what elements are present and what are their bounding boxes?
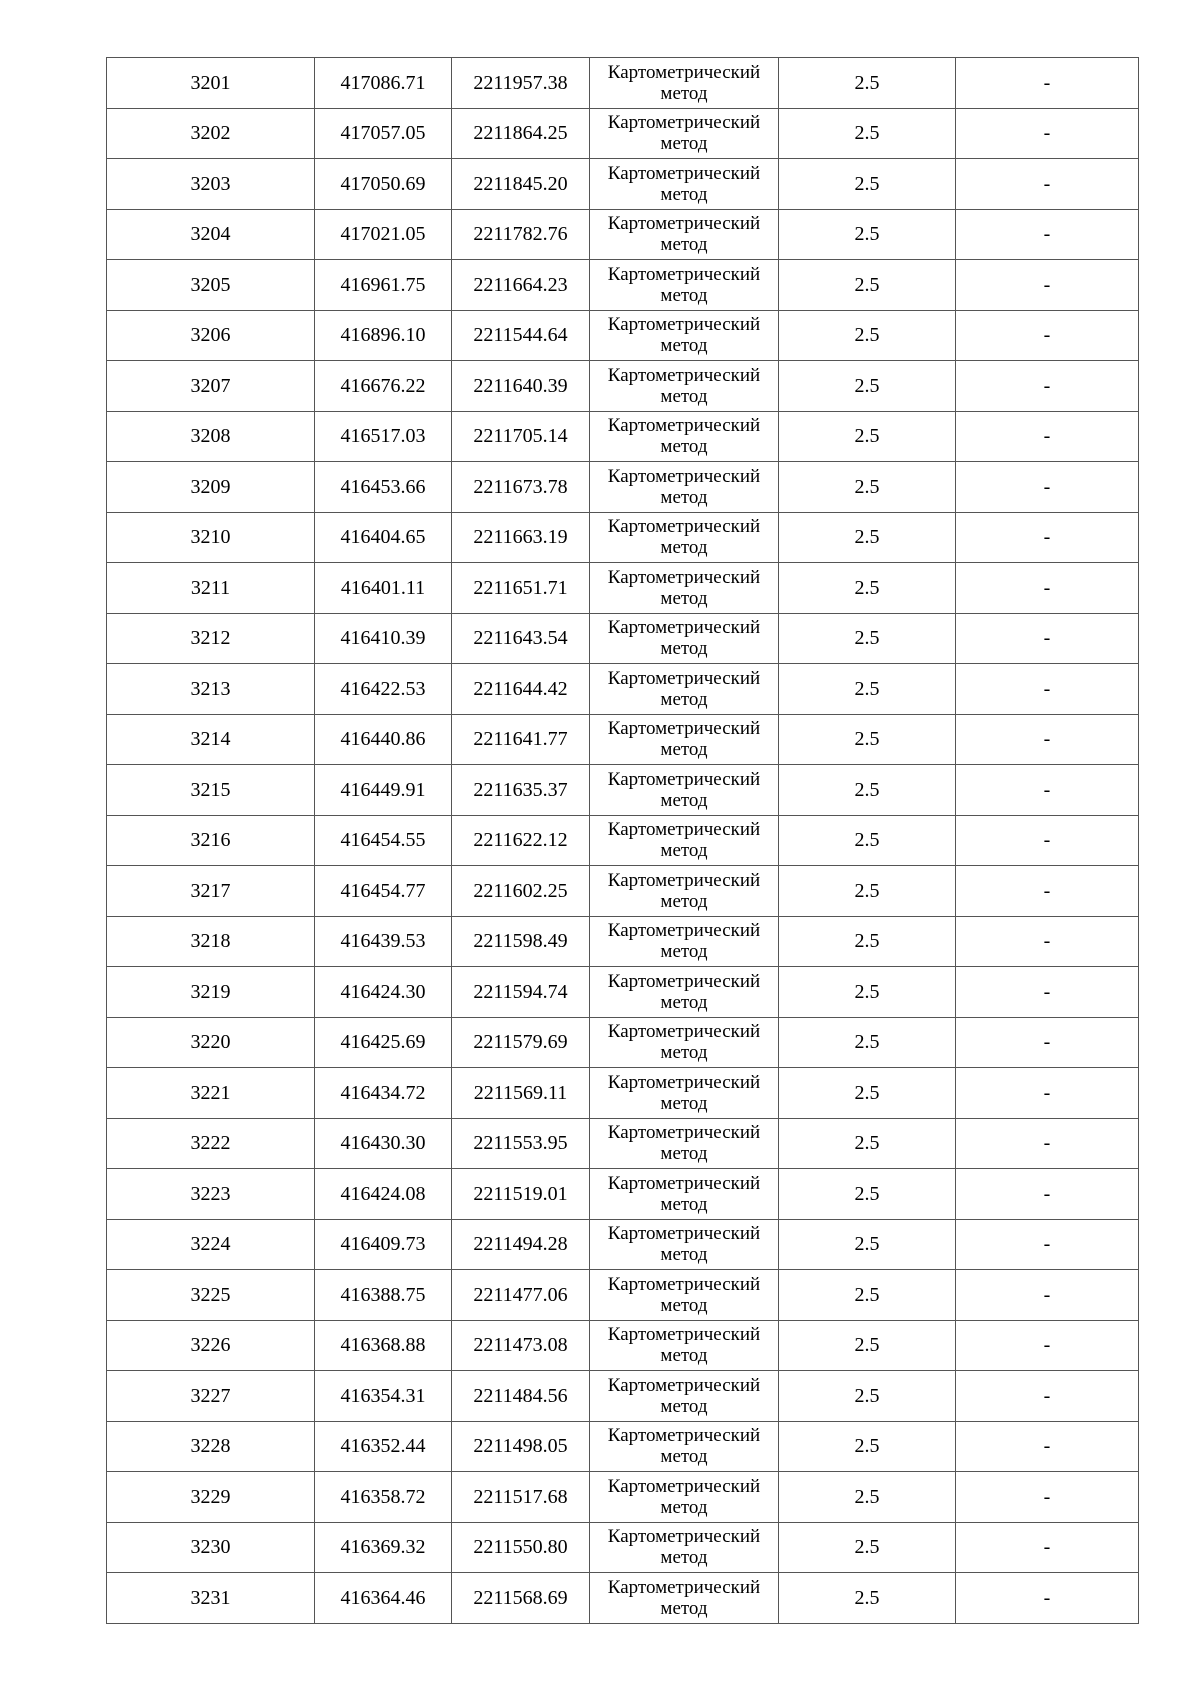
method-cell: Картометрический метод: [590, 1118, 779, 1169]
point-number-cell: 3225: [107, 1270, 315, 1321]
accuracy-cell: 2.5: [779, 1169, 956, 1220]
method-cell: Картометрический метод: [590, 159, 779, 210]
point-number-cell: 3224: [107, 1219, 315, 1270]
table-row: [107, 1270, 1139, 1321]
method-cell: Картометрический метод: [590, 1169, 779, 1220]
description-cell: -: [956, 1068, 1139, 1119]
y-coordinate-cell: 2211569.11: [452, 1068, 590, 1119]
y-coordinate-cell: 2211484.56: [452, 1371, 590, 1422]
method-cell: Картометрический метод: [590, 411, 779, 462]
description-cell: -: [956, 159, 1139, 210]
point-number-cell: 3230: [107, 1522, 315, 1573]
method-cell: Картометрический метод: [590, 866, 779, 917]
accuracy-cell: 2.5: [779, 310, 956, 361]
y-coordinate-cell: 2211602.25: [452, 866, 590, 917]
accuracy-cell: 2.5: [779, 361, 956, 412]
description-cell: -: [956, 765, 1139, 816]
y-coordinate-cell: 2211640.39: [452, 361, 590, 412]
x-coordinate-cell: 416354.31: [315, 1371, 452, 1422]
description-cell: -: [956, 1270, 1139, 1321]
accuracy-cell: 2.5: [779, 209, 956, 260]
point-number-cell: 3203: [107, 159, 315, 210]
table-row: [107, 260, 1139, 311]
x-coordinate-cell: 416454.77: [315, 866, 452, 917]
table-row: [107, 1169, 1139, 1220]
description-cell: -: [956, 664, 1139, 715]
point-number-cell: 3228: [107, 1421, 315, 1472]
method-cell: Картометрический метод: [590, 1573, 779, 1624]
y-coordinate-cell: 2211641.77: [452, 714, 590, 765]
point-number-cell: 3217: [107, 866, 315, 917]
method-cell: Картометрический метод: [590, 209, 779, 260]
x-coordinate-cell: 417050.69: [315, 159, 452, 210]
method-cell: Картометрический метод: [590, 967, 779, 1018]
description-cell: -: [956, 108, 1139, 159]
y-coordinate-cell: 2211664.23: [452, 260, 590, 311]
coordinates-table: [106, 57, 1139, 1624]
accuracy-cell: 2.5: [779, 1068, 956, 1119]
table-row: [107, 765, 1139, 816]
accuracy-cell: 2.5: [779, 1219, 956, 1270]
accuracy-cell: 2.5: [779, 1472, 956, 1523]
x-coordinate-cell: 416449.91: [315, 765, 452, 816]
x-coordinate-cell: 417021.05: [315, 209, 452, 260]
method-cell: Картометрический метод: [590, 1371, 779, 1422]
method-cell: Картометрический метод: [590, 765, 779, 816]
x-coordinate-cell: 416422.53: [315, 664, 452, 715]
method-cell: Картометрический метод: [590, 108, 779, 159]
description-cell: -: [956, 462, 1139, 513]
table-row: [107, 1522, 1139, 1573]
point-number-cell: 3207: [107, 361, 315, 412]
method-cell: Картометрический метод: [590, 664, 779, 715]
method-cell: Картометрический метод: [590, 512, 779, 563]
x-coordinate-cell: 416454.55: [315, 815, 452, 866]
table-row: [107, 664, 1139, 715]
description-cell: -: [956, 310, 1139, 361]
accuracy-cell: 2.5: [779, 1371, 956, 1422]
method-cell: Картометрический метод: [590, 1219, 779, 1270]
table-row: [107, 1421, 1139, 1472]
y-coordinate-cell: 2211494.28: [452, 1219, 590, 1270]
x-coordinate-cell: 417086.71: [315, 58, 452, 109]
y-coordinate-cell: 2211622.12: [452, 815, 590, 866]
point-number-cell: 3202: [107, 108, 315, 159]
table-row: [107, 1320, 1139, 1371]
y-coordinate-cell: 2211550.80: [452, 1522, 590, 1573]
x-coordinate-cell: 416896.10: [315, 310, 452, 361]
y-coordinate-cell: 2211517.68: [452, 1472, 590, 1523]
table-row: [107, 1118, 1139, 1169]
point-number-cell: 3219: [107, 967, 315, 1018]
x-coordinate-cell: 416424.08: [315, 1169, 452, 1220]
point-number-cell: 3209: [107, 462, 315, 513]
method-cell: Картометрический метод: [590, 916, 779, 967]
x-coordinate-cell: 416961.75: [315, 260, 452, 311]
y-coordinate-cell: 2211544.64: [452, 310, 590, 361]
accuracy-cell: 2.5: [779, 765, 956, 816]
point-number-cell: 3212: [107, 613, 315, 664]
accuracy-cell: 2.5: [779, 462, 956, 513]
description-cell: -: [956, 1169, 1139, 1220]
x-coordinate-cell: 416401.11: [315, 563, 452, 614]
table-row: [107, 815, 1139, 866]
accuracy-cell: 2.5: [779, 1320, 956, 1371]
table-row: [107, 1017, 1139, 1068]
y-coordinate-cell: 2211568.69: [452, 1573, 590, 1624]
table-row: [107, 563, 1139, 614]
accuracy-cell: 2.5: [779, 1421, 956, 1472]
method-cell: Картометрический метод: [590, 1472, 779, 1523]
x-coordinate-cell: 416369.32: [315, 1522, 452, 1573]
accuracy-cell: 2.5: [779, 967, 956, 1018]
description-cell: -: [956, 1118, 1139, 1169]
x-coordinate-cell: 416404.65: [315, 512, 452, 563]
description-cell: -: [956, 1219, 1139, 1270]
table-row: [107, 613, 1139, 664]
y-coordinate-cell: 2211519.01: [452, 1169, 590, 1220]
method-cell: Картометрический метод: [590, 1068, 779, 1119]
x-coordinate-cell: 416364.46: [315, 1573, 452, 1624]
y-coordinate-cell: 2211845.20: [452, 159, 590, 210]
method-cell: Картометрический метод: [590, 714, 779, 765]
x-coordinate-cell: 416676.22: [315, 361, 452, 412]
y-coordinate-cell: 2211663.19: [452, 512, 590, 563]
method-cell: Картометрический метод: [590, 563, 779, 614]
point-number-cell: 3206: [107, 310, 315, 361]
table-row: [107, 1068, 1139, 1119]
description-cell: -: [956, 1421, 1139, 1472]
description-cell: -: [956, 1522, 1139, 1573]
table-row: [107, 462, 1139, 513]
x-coordinate-cell: 416409.73: [315, 1219, 452, 1270]
accuracy-cell: 2.5: [779, 58, 956, 109]
accuracy-cell: 2.5: [779, 108, 956, 159]
point-number-cell: 3210: [107, 512, 315, 563]
method-cell: Картометрический метод: [590, 815, 779, 866]
method-cell: Картометрический метод: [590, 310, 779, 361]
point-number-cell: 3222: [107, 1118, 315, 1169]
description-cell: -: [956, 1320, 1139, 1371]
accuracy-cell: 2.5: [779, 1522, 956, 1573]
point-number-cell: 3223: [107, 1169, 315, 1220]
accuracy-cell: 2.5: [779, 1270, 956, 1321]
point-number-cell: 3214: [107, 714, 315, 765]
x-coordinate-cell: 416358.72: [315, 1472, 452, 1523]
method-cell: Картометрический метод: [590, 58, 779, 109]
accuracy-cell: 2.5: [779, 866, 956, 917]
accuracy-cell: 2.5: [779, 613, 956, 664]
description-cell: -: [956, 815, 1139, 866]
description-cell: -: [956, 967, 1139, 1018]
point-number-cell: 3218: [107, 916, 315, 967]
point-number-cell: 3213: [107, 664, 315, 715]
table-row: [107, 361, 1139, 412]
x-coordinate-cell: 416439.53: [315, 916, 452, 967]
x-coordinate-cell: 416434.72: [315, 1068, 452, 1119]
accuracy-cell: 2.5: [779, 512, 956, 563]
point-number-cell: 3208: [107, 411, 315, 462]
table-row: [107, 916, 1139, 967]
y-coordinate-cell: 2211473.08: [452, 1320, 590, 1371]
description-cell: -: [956, 512, 1139, 563]
y-coordinate-cell: 2211594.74: [452, 967, 590, 1018]
y-coordinate-cell: 2211635.37: [452, 765, 590, 816]
table-row: [107, 512, 1139, 563]
point-number-cell: 3221: [107, 1068, 315, 1119]
x-coordinate-cell: 417057.05: [315, 108, 452, 159]
description-cell: -: [956, 361, 1139, 412]
point-number-cell: 3211: [107, 563, 315, 614]
y-coordinate-cell: 2211553.95: [452, 1118, 590, 1169]
point-number-cell: 3201: [107, 58, 315, 109]
x-coordinate-cell: 416424.30: [315, 967, 452, 1018]
method-cell: Картометрический метод: [590, 260, 779, 311]
point-number-cell: 3227: [107, 1371, 315, 1422]
x-coordinate-cell: 416388.75: [315, 1270, 452, 1321]
table-row: [107, 866, 1139, 917]
x-coordinate-cell: 416352.44: [315, 1421, 452, 1472]
accuracy-cell: 2.5: [779, 1017, 956, 1068]
description-cell: -: [956, 916, 1139, 967]
point-number-cell: 3220: [107, 1017, 315, 1068]
method-cell: Картометрический метод: [590, 1270, 779, 1321]
y-coordinate-cell: 2211498.05: [452, 1421, 590, 1472]
description-cell: -: [956, 209, 1139, 260]
y-coordinate-cell: 2211477.06: [452, 1270, 590, 1321]
x-coordinate-cell: 416368.88: [315, 1320, 452, 1371]
y-coordinate-cell: 2211644.42: [452, 664, 590, 715]
table-row: [107, 967, 1139, 1018]
accuracy-cell: 2.5: [779, 1573, 956, 1624]
accuracy-cell: 2.5: [779, 563, 956, 614]
y-coordinate-cell: 2211957.38: [452, 58, 590, 109]
y-coordinate-cell: 2211651.71: [452, 563, 590, 614]
x-coordinate-cell: 416453.66: [315, 462, 452, 513]
table-row: [107, 58, 1139, 109]
table-row: [107, 1371, 1139, 1422]
table-row: [107, 108, 1139, 159]
description-cell: -: [956, 1472, 1139, 1523]
accuracy-cell: 2.5: [779, 260, 956, 311]
y-coordinate-cell: 2211782.76: [452, 209, 590, 260]
point-number-cell: 3205: [107, 260, 315, 311]
point-number-cell: 3204: [107, 209, 315, 260]
coordinates-table-body: [107, 58, 1139, 1624]
table-row: [107, 1219, 1139, 1270]
x-coordinate-cell: 416430.30: [315, 1118, 452, 1169]
description-cell: -: [956, 1573, 1139, 1624]
method-cell: Картометрический метод: [590, 613, 779, 664]
accuracy-cell: 2.5: [779, 664, 956, 715]
y-coordinate-cell: 2211864.25: [452, 108, 590, 159]
x-coordinate-cell: 416425.69: [315, 1017, 452, 1068]
accuracy-cell: 2.5: [779, 916, 956, 967]
method-cell: Картометрический метод: [590, 1421, 779, 1472]
x-coordinate-cell: 416410.39: [315, 613, 452, 664]
table-row: [107, 1573, 1139, 1624]
point-number-cell: 3216: [107, 815, 315, 866]
table-row: [107, 1472, 1139, 1523]
table-row: [107, 714, 1139, 765]
point-number-cell: 3226: [107, 1320, 315, 1371]
description-cell: -: [956, 563, 1139, 614]
table-row: [107, 310, 1139, 361]
description-cell: -: [956, 714, 1139, 765]
method-cell: Картометрический метод: [590, 1522, 779, 1573]
point-number-cell: 3229: [107, 1472, 315, 1523]
point-number-cell: 3215: [107, 765, 315, 816]
table-row: [107, 159, 1139, 210]
y-coordinate-cell: 2211673.78: [452, 462, 590, 513]
description-cell: -: [956, 866, 1139, 917]
method-cell: Картометрический метод: [590, 462, 779, 513]
method-cell: Картометрический метод: [590, 1017, 779, 1068]
point-number-cell: 3231: [107, 1573, 315, 1624]
accuracy-cell: 2.5: [779, 815, 956, 866]
x-coordinate-cell: 416440.86: [315, 714, 452, 765]
accuracy-cell: 2.5: [779, 1118, 956, 1169]
accuracy-cell: 2.5: [779, 714, 956, 765]
method-cell: Картометрический метод: [590, 361, 779, 412]
table-row: [107, 209, 1139, 260]
accuracy-cell: 2.5: [779, 411, 956, 462]
x-coordinate-cell: 416517.03: [315, 411, 452, 462]
method-cell: Картометрический метод: [590, 1320, 779, 1371]
description-cell: -: [956, 411, 1139, 462]
table-row: [107, 411, 1139, 462]
y-coordinate-cell: 2211643.54: [452, 613, 590, 664]
y-coordinate-cell: 2211705.14: [452, 411, 590, 462]
description-cell: -: [956, 260, 1139, 311]
accuracy-cell: 2.5: [779, 159, 956, 210]
description-cell: -: [956, 1371, 1139, 1422]
y-coordinate-cell: 2211598.49: [452, 916, 590, 967]
description-cell: -: [956, 1017, 1139, 1068]
description-cell: -: [956, 613, 1139, 664]
y-coordinate-cell: 2211579.69: [452, 1017, 590, 1068]
description-cell: -: [956, 58, 1139, 109]
